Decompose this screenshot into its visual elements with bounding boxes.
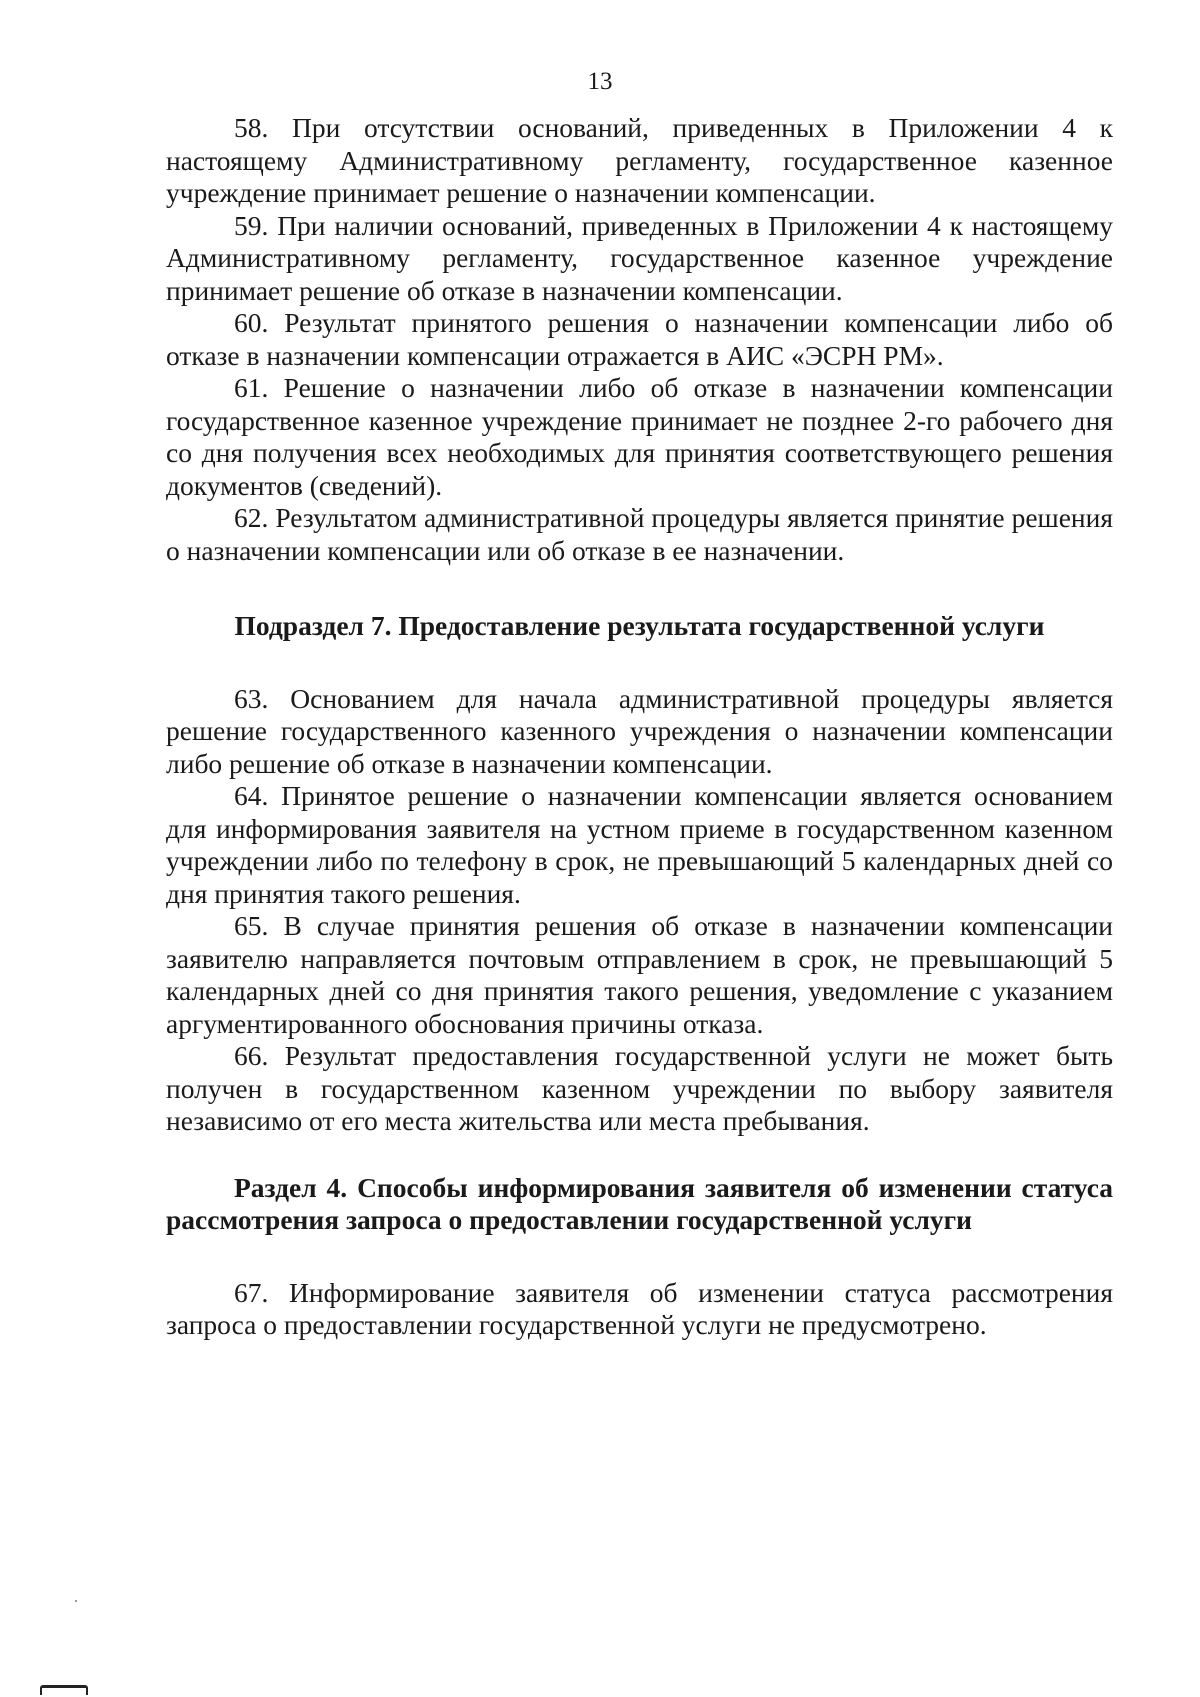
- page-number: 13: [587, 68, 613, 95]
- document-body: [166, 112, 1113, 1342]
- paragraph-64: 64. Принятое решение о назначении компенсации является основанием для информирования заявителя на устном приеме в государственном казенном учреждении либо по телефону в срок, не превышающий 5 календарных дней со дня принятия такого решения.: [166, 780, 1113, 909]
- scan-speck: [75, 1600, 77, 1602]
- paragraph-60: 60. Результат принятого решения о назначении компенсации либо об отказе в назначении компенсации отражается в АИС «ЭСРН РМ».: [166, 307, 1113, 371]
- subsection-7-heading: Подраздел 7. Предоставление результата государственной услуги: [234, 610, 1045, 641]
- paragraph-58: 58. При отсутствии оснований, приведенных в Приложении 4 к настоящему Административному регламенту, государственное казенное учреждение принимает решение о назначении компенсации.: [166, 112, 1113, 208]
- paragraph-63: 63. Основанием для начала административной процедуры является решение государственного казенного учреждения о назначении компенсации либо решение об отказе в назначении компенсации.: [166, 682, 1113, 779]
- paragraph-62: 62. Результатом административной процедуры является принятие решения о назначении компенсации или об отказе в ее назначении.: [166, 502, 1113, 566]
- paragraph-59: 59. При наличии оснований, приведенных в Приложении 4 к настоящему Административному регламенту, государственное казенное учреждение принимает решение об отказе в назначении компенсации.: [166, 209, 1113, 306]
- scan-corner-mark: [40, 1685, 88, 1695]
- paragraph-67: 67. Информирование заявителя об изменении статуса рассмотрения запроса о предоставлении государственной услуги не предусмотрено.: [166, 1276, 1113, 1340]
- paragraph-66: 66. Результат предоставления государственной услуги не может быть получен в государственном казенном учреждении по выбору заявителя независимо от его места жительства или места пребывания.: [166, 1040, 1113, 1136]
- paragraph-61: 61. Решение о назначении либо об отказе в назначении компенсации государственное казенное учреждение принимает не позднее 2-го рабочего дня со дня получения всех необходимых для принятия соответствующего решения документов (сведений).: [166, 372, 1113, 501]
- paragraph-65: 65. В случае принятия решения об отказе в назначении компенсации заявителю направляется почтовым отправлением в срок, не превышающий 5 календарных дней со дня принятия такого решения, уведомление с указанием аргументированного обоснования причины отказа.: [166, 910, 1113, 1039]
- section-4-heading: Раздел 4. Способы информирования заявителя об изменении статуса рассмотрения запроса о предоставлении государственной услуги: [166, 1171, 1113, 1235]
